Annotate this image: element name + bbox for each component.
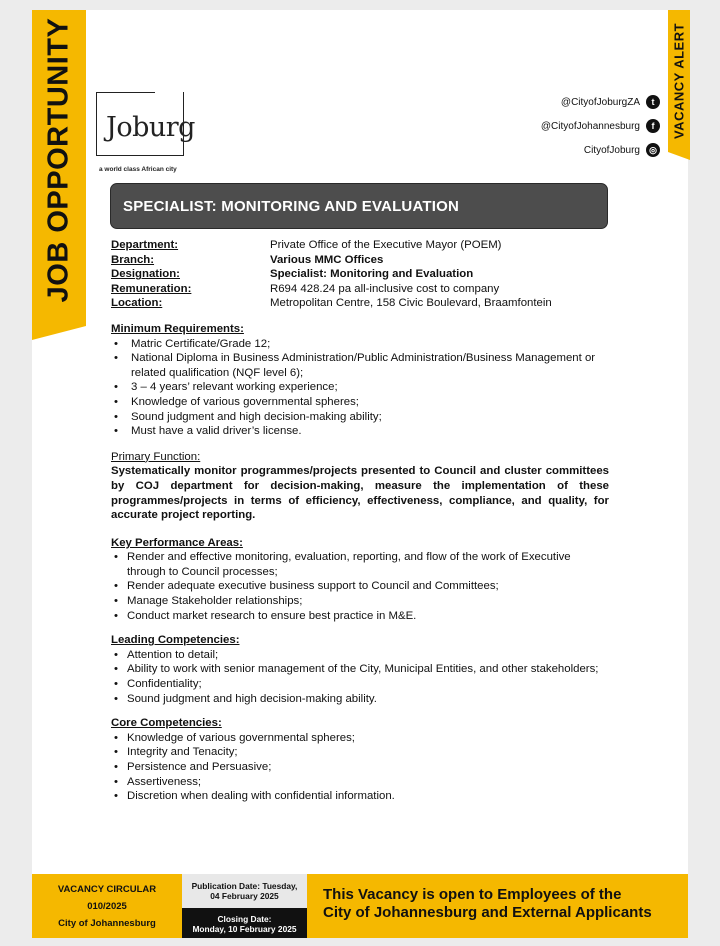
eligibility-notice — [323, 886, 683, 922]
list-item: • Knowledge of various governmental spheres; — [111, 731, 609, 746]
leading-competencies-list — [111, 648, 609, 706]
publication-date: 04 February 2025 — [210, 891, 279, 901]
eligibility-line-2: City of Johannesburg and External Applicants — [323, 904, 652, 921]
department-label: Department: — [111, 239, 179, 251]
issuer: City of Johannesburg — [58, 917, 156, 929]
list-item: • Persistence and Persuasive; — [111, 760, 609, 775]
closing-label: Closing Date: — [217, 914, 272, 924]
twitter-handle[interactable]: @CityofJoburgZA — [560, 96, 640, 108]
leading-competencies-section — [111, 633, 609, 706]
kpa-title: Key Performance Areas: — [111, 536, 243, 549]
list-item: • Manage Stakeholder relationships; — [111, 594, 609, 609]
instagram-handle[interactable]: CityofJoburg — [583, 144, 640, 156]
joburg-logo: Joburg — [106, 112, 195, 143]
closing-date: Monday, 10 February 2025 — [192, 924, 297, 934]
list-item: • Sound judgment and high decision-making ability; — [111, 410, 609, 425]
job-title-bar — [110, 183, 608, 229]
remuneration-label: Remuneration: — [111, 282, 192, 295]
core-competencies-list — [111, 731, 609, 804]
social-twitter[interactable] — [541, 90, 660, 114]
social-instagram[interactable] — [541, 138, 660, 162]
publication-label: Publication Date: Tuesday, — [191, 881, 298, 891]
closing-date-box — [182, 908, 307, 938]
vacancy-circular-info — [32, 874, 182, 938]
branch-label: Branch: — [111, 253, 155, 266]
primary-function-title: Primary Function: — [111, 450, 201, 463]
list-item: • Attention to detail; — [111, 648, 609, 663]
minimum-requirements-title: Minimum Requirements: — [111, 322, 244, 335]
job-opportunity-label-wrap — [32, 10, 86, 310]
facebook-icon: f — [646, 119, 660, 133]
minimum-requirements-section — [111, 322, 609, 439]
list-item: • National Diploma in Business Administration/Public Administration/Business Management or related qualification (NQF level 6); — [111, 351, 609, 380]
circular-label: VACANCY CIRCULAR — [57, 883, 157, 895]
list-item: • Confidentiality; — [111, 677, 609, 692]
minimum-requirements-list — [111, 337, 609, 439]
dates-box — [182, 874, 307, 938]
job-title: SPECIALIST: MONITORING AND EVALUATION — [123, 197, 460, 215]
kpa-list — [111, 550, 609, 623]
circular-number: 010/2025 — [87, 900, 127, 912]
social-handles — [541, 90, 660, 162]
list-item: • Sound judgment and high decision-making ability. — [111, 692, 609, 707]
list-item: • Discretion when dealing with confidential information. — [111, 789, 609, 804]
list-item: • Integrity and Tenacity; — [111, 745, 609, 760]
designation-value: Specialist: Monitoring and Evaluation — [270, 268, 474, 281]
list-item: • 3 – 4 years’ relevant working experience; — [111, 380, 609, 395]
job-opportunity-label: JOB OPPORTUNITY — [42, 17, 75, 303]
job-details — [111, 238, 609, 311]
leading-competencies-title: Leading Competencies: — [111, 634, 240, 647]
list-item: • Assertiveness; — [111, 775, 609, 790]
list-item: • Render and effective monitoring, evaluation, reporting, and flow of the work of Executive through to Council processes; — [111, 550, 609, 579]
location-label: Location: — [111, 297, 163, 310]
list-item: • Ability to work with senior management of the City, Municipal Entities, and other stakeholders; — [111, 662, 609, 677]
branch-value: Various MMC Offices — [270, 253, 384, 266]
vacancy-alert-label: VACANCY ALERT — [671, 22, 687, 140]
twitter-icon: t — [646, 95, 660, 109]
designation-label: Designation: — [111, 268, 180, 281]
list-item: • Conduct market research to ensure best practice in M&E. — [111, 609, 609, 624]
list-item: • Matric Certificate/Grade 12; — [111, 337, 609, 352]
list-item: • Knowledge of various governmental spheres; — [111, 395, 609, 410]
list-item: • Render adequate executive business support to Council and Committees; — [111, 579, 609, 594]
core-competencies-title: Core Competencies: — [111, 717, 222, 730]
vacancy-alert-band — [668, 10, 690, 152]
core-competencies-section — [111, 716, 609, 804]
department-value: Private Office of the Executive Mayor (POEM) — [270, 239, 502, 251]
publication-date-box — [182, 874, 307, 908]
logo-tagline: a world class African city — [99, 166, 177, 173]
instagram-icon: ◎ — [646, 143, 660, 157]
location-value: Metropolitan Centre, 158 Civic Boulevard, Braamfontein — [270, 297, 552, 310]
remuneration-value: R694 428.24 pa all-inclusive cost to company — [270, 282, 500, 295]
facebook-handle[interactable]: @CityofJohannesburg — [540, 120, 640, 132]
primary-function-text: Systematically monitor programmes/projects presented to Council and cluster committees by COJ department for decision-making, measure the implementation of these programmes/projects in terms of efficiency, effectiveness, compliance, and quality, for accurate project reporting. — [111, 465, 609, 522]
vacancy-content — [111, 238, 609, 804]
kpa-section — [111, 536, 609, 624]
primary-function-section — [111, 450, 609, 523]
social-facebook[interactable] — [541, 114, 660, 138]
eligibility-line-1: This Vacancy is open to Employees of the — [323, 886, 622, 903]
list-item: • Must have a valid driver’s license. — [111, 424, 609, 439]
